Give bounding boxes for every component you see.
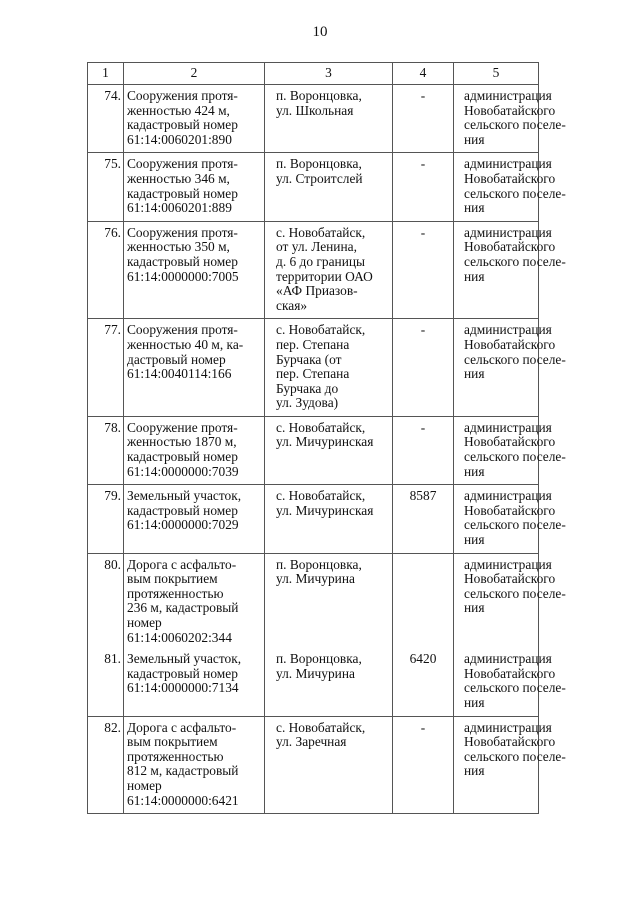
address-line: ул. Мичурина bbox=[276, 665, 355, 681]
table-row bbox=[88, 416, 539, 484]
object-description-line: Сооружения протя- bbox=[127, 156, 238, 172]
address-line: с. Новобатайск, bbox=[276, 488, 366, 504]
address-line: ул. Мичурина bbox=[276, 571, 355, 587]
column-header-1: 1 bbox=[88, 63, 124, 85]
address-cell bbox=[265, 650, 393, 716]
object-description-line: протяженностью bbox=[127, 748, 224, 764]
object-description-line: 61:14:0000000:7005 bbox=[127, 268, 239, 284]
holder-line: сельского поселе- bbox=[464, 253, 566, 269]
value-cell bbox=[393, 553, 454, 650]
address-line: ул. Зудова) bbox=[276, 395, 339, 411]
holder-cell bbox=[454, 221, 566, 319]
object-description-line: 61:14:0040114:166 bbox=[127, 366, 232, 382]
row-number: 82. bbox=[88, 716, 124, 814]
value-cell: 6420 bbox=[393, 650, 454, 716]
holder-line: Новобатайского bbox=[464, 239, 556, 255]
holder-line: сельского поселе- bbox=[464, 449, 566, 465]
object-description-line: номер bbox=[127, 615, 162, 630]
address-cell bbox=[265, 85, 393, 153]
object-description-cell bbox=[124, 319, 265, 417]
object-description-line: Сооружения протя- bbox=[127, 224, 238, 240]
object-description-line: 61:14:0000000:7029 bbox=[127, 517, 239, 533]
address-cell bbox=[265, 716, 393, 814]
holder-line: ния bbox=[464, 366, 485, 382]
holder-line: администрация bbox=[464, 419, 552, 435]
holder-line: ния bbox=[464, 200, 485, 216]
holder-line: администрация bbox=[464, 322, 552, 338]
address-line: ул. Мичуринская bbox=[276, 434, 374, 450]
object-description-line: 61:14:0000000:7134 bbox=[127, 680, 239, 696]
address-line: п. Воронцовка, bbox=[276, 556, 362, 572]
holder-line: сельского поселе- bbox=[464, 517, 566, 533]
holder-line: ния bbox=[464, 131, 485, 147]
row-number: 76. bbox=[88, 221, 124, 319]
column-header-2: 2 bbox=[124, 63, 265, 85]
holder-line: администрация bbox=[464, 156, 552, 172]
row-number: 80. bbox=[88, 553, 124, 650]
address-line: п. Воронцовка, bbox=[276, 88, 362, 103]
address-line: ул. Строитслей bbox=[276, 170, 363, 186]
object-description-line: женностью 40 м, ка- bbox=[127, 336, 244, 352]
holder-line: администрация bbox=[464, 651, 552, 667]
value-cell: - bbox=[393, 716, 454, 814]
address-line: с. Новобатайск, bbox=[276, 322, 366, 338]
holder-line: администрация bbox=[464, 488, 552, 504]
object-description-line: Сооружения протя- bbox=[127, 88, 238, 103]
holder-line: сельского поселе- bbox=[464, 680, 566, 696]
object-description-line: кадастровый номер bbox=[127, 117, 238, 133]
holder-cell bbox=[454, 85, 566, 153]
object-description-line: Земельный участок, bbox=[127, 651, 242, 667]
holder-line: администрация bbox=[464, 88, 552, 103]
holder-cell bbox=[454, 716, 566, 814]
row-number: 78. bbox=[88, 416, 124, 484]
object-description-line: Дорога с асфальто- bbox=[127, 556, 237, 572]
address-line: с. Новобатайск, bbox=[276, 419, 366, 435]
object-description-line: Сооружения протя- bbox=[127, 322, 238, 338]
holder-line: Новобатайского bbox=[464, 170, 556, 186]
object-description-cell bbox=[124, 416, 265, 484]
object-description-cell bbox=[124, 153, 265, 221]
object-description-line: кадастровый номер bbox=[127, 449, 238, 465]
address-line: ул. Заречная bbox=[276, 734, 347, 750]
holder-line: сельского поселе- bbox=[464, 748, 566, 764]
address-line: ул. Мичуринская bbox=[276, 502, 374, 518]
holder-cell bbox=[454, 319, 566, 417]
address-line: с. Новобатайск, bbox=[276, 224, 366, 240]
object-description-line: 61:14:0060201:889 bbox=[127, 200, 232, 216]
object-description-line: женностью 350 м, bbox=[127, 239, 230, 255]
address-line: пер. Степана bbox=[276, 336, 350, 352]
address-line: пер. Степана bbox=[276, 366, 350, 382]
object-description-line: кадастровый номер bbox=[127, 502, 238, 518]
row-number: 81. bbox=[88, 650, 124, 716]
object-description-line: 61:14:0060201:890 bbox=[127, 131, 232, 147]
holder-line: Новобатайского bbox=[464, 434, 556, 450]
object-description-line: дастровый номер bbox=[127, 351, 226, 367]
object-description-line: вым покрытием bbox=[127, 571, 218, 587]
value-cell: - bbox=[393, 153, 454, 221]
address-line: от ул. Ленина, bbox=[276, 239, 357, 255]
holder-cell bbox=[454, 553, 566, 650]
holder-cell bbox=[454, 416, 566, 484]
holder-line: администрация bbox=[464, 719, 552, 735]
address-cell bbox=[265, 221, 393, 319]
address-line: п. Воронцовка, bbox=[276, 651, 362, 667]
holder-line: ния bbox=[464, 532, 485, 548]
object-description-line: 236 м, кадастровый bbox=[127, 600, 239, 616]
object-description-line: номер bbox=[127, 777, 162, 793]
object-description-line: кадастровый номер bbox=[127, 185, 238, 201]
address-line: д. 6 до границы bbox=[276, 253, 366, 269]
object-description-cell bbox=[124, 85, 265, 153]
address-line: ул. Школьная bbox=[276, 102, 354, 118]
object-description-cell bbox=[124, 485, 265, 553]
holder-line: администрация bbox=[464, 556, 552, 572]
object-description-cell bbox=[124, 716, 265, 814]
table-row bbox=[88, 85, 539, 153]
table-header-row bbox=[88, 63, 539, 85]
holder-line: Новобатайского bbox=[464, 502, 556, 518]
address-line: п. Воронцовка, bbox=[276, 156, 362, 172]
holder-line: Новобатайского bbox=[464, 102, 556, 118]
holder-line: сельского поселе- bbox=[464, 351, 566, 367]
address-line: территории ОАО bbox=[276, 268, 373, 284]
object-description-cell bbox=[124, 221, 265, 319]
address-line: «АФ Приазов- bbox=[276, 283, 358, 299]
row-number: 74. bbox=[88, 85, 124, 153]
address-cell bbox=[265, 485, 393, 553]
object-description-line: 812 м, кадастровый bbox=[127, 763, 239, 779]
page-number: 10 bbox=[312, 24, 328, 40]
object-description-cell bbox=[124, 553, 265, 650]
address-line: Бурчака до bbox=[276, 380, 339, 396]
table-row bbox=[88, 485, 539, 553]
holder-line: ния bbox=[464, 463, 485, 479]
holder-cell bbox=[454, 485, 566, 553]
object-description-line: 61:14:0000000:6421 bbox=[127, 792, 239, 808]
value-cell: - bbox=[393, 319, 454, 417]
holder-line: ния bbox=[464, 694, 485, 710]
column-header-4: 4 bbox=[393, 63, 454, 85]
value-cell: - bbox=[393, 416, 454, 484]
table-row bbox=[88, 650, 539, 716]
holder-line: Новобатайского bbox=[464, 734, 556, 750]
value-cell: - bbox=[393, 221, 454, 319]
holder-line: Новобатайского bbox=[464, 571, 556, 587]
object-description-line: Дорога с асфальто- bbox=[127, 719, 237, 735]
table-body bbox=[88, 63, 566, 814]
holder-line: сельского поселе- bbox=[464, 185, 566, 201]
holder-line: ния bbox=[464, 600, 485, 616]
object-description-line: женностью 346 м, bbox=[127, 170, 230, 186]
holder-line: сельского поселе- bbox=[464, 117, 566, 133]
holder-cell bbox=[454, 650, 566, 716]
object-description-line: кадастровый номер bbox=[127, 665, 238, 681]
object-description-line: протяженностью bbox=[127, 585, 224, 601]
object-description-line: 61:14:0000000:7039 bbox=[127, 463, 239, 479]
table-row bbox=[88, 319, 539, 417]
object-description-line: женностью 424 м, bbox=[127, 102, 230, 118]
column-header-3: 3 bbox=[265, 63, 393, 85]
address-cell bbox=[265, 416, 393, 484]
table-row bbox=[88, 221, 539, 319]
table-row bbox=[88, 153, 539, 221]
object-description-line: женностью 1870 м, bbox=[127, 434, 237, 450]
holder-line: администрация bbox=[464, 224, 552, 240]
holder-cell bbox=[454, 153, 566, 221]
holder-line: Новобатайского bbox=[464, 665, 556, 681]
table-row bbox=[88, 716, 539, 814]
object-description-line: Сооружение протя- bbox=[127, 419, 238, 435]
row-number: 79. bbox=[88, 485, 124, 553]
holder-line: ния bbox=[464, 268, 485, 284]
value-cell: 8587 bbox=[393, 485, 454, 553]
holder-line: Новобатайского bbox=[464, 336, 556, 352]
row-number: 75. bbox=[88, 153, 124, 221]
object-description-line: кадастровый номер bbox=[127, 253, 238, 269]
address-line: с. Новобатайск, bbox=[276, 719, 366, 735]
value-cell: - bbox=[393, 85, 454, 153]
address-cell bbox=[265, 319, 393, 417]
address-cell bbox=[265, 553, 393, 650]
holder-line: сельского поселе- bbox=[464, 585, 566, 601]
address-line: Бурчака (от bbox=[276, 351, 342, 367]
property-registry-table bbox=[87, 62, 566, 814]
table-row bbox=[88, 553, 539, 650]
holder-line: ния bbox=[464, 763, 485, 779]
object-description-cell bbox=[124, 650, 265, 716]
object-description-line: вым покрытием bbox=[127, 734, 218, 750]
column-header-5: 5 bbox=[454, 63, 539, 85]
object-description-line: 61:14:0060202:344 bbox=[127, 629, 232, 645]
address-line: ская» bbox=[276, 297, 308, 313]
row-number: 77. bbox=[88, 319, 124, 417]
address-cell bbox=[265, 153, 393, 221]
object-description-line: Земельный участок, bbox=[127, 488, 242, 504]
